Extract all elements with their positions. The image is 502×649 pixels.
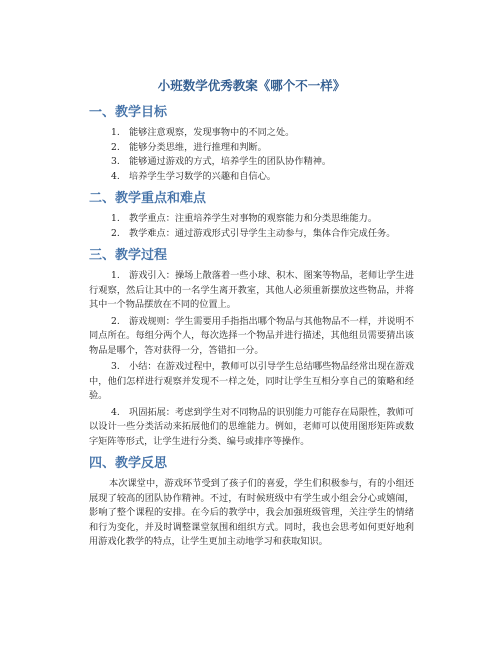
section-heading-reflection: 四、教学反思 (89, 456, 168, 471)
list-item-text: 能够分类思维，进行推理和判断。 (129, 141, 267, 153)
list-item-number: 2. (111, 315, 120, 327)
list-item (89, 170, 414, 185)
section-heading-process: 三、教学过程 (89, 248, 168, 263)
list-item-text: 能够注意观察，发现事物中的不同之处。 (129, 127, 295, 138)
list-item-text: 小结：在游戏过程中，教师可以引导学生总结哪些物品经常出现在游戏中，他们怎样进行观察并发现不一样之处，同时让学生互相分享自己的策略和经验。 (89, 361, 414, 401)
process-list (89, 269, 414, 449)
list-item-text: 游戏引入：操场上散落着一些小球、积木、图案等物品，老师让学生进行观察，然后让其中的一名学生离开教室，其他人必须重新摆放这些物品，并将其中一个物品摆放在不同的位置上。 (89, 270, 414, 310)
list-item-text: 培养学生学习数学的兴趣和自信心。 (129, 170, 276, 182)
list-item-number: 3. (111, 156, 120, 167)
list-item-text: 教学重点：注重培养学生对事物的观察能力和分类思维能力。 (129, 213, 378, 224)
document-title: 小班数学优秀教案《哪个不一样》 (157, 78, 346, 93)
list-item (89, 212, 414, 227)
reflection-paragraph: 本次课堂中，游戏环节受到了孩子们的喜爱，学生们积极参与，有的小组还展现了较高的团队协作精神。不过，有时候班级中有学生或小组会分心或嬉闹，影响了整个课程的安排。在今后的教学中，我会加强班级管理，关注学生的情绪和行为变化，并及时调整课堂氛围和组织方式。同时，我也会思考如何更好地利用游戏化教学的特点，让学生更加主动地学习和获取知识。 (89, 478, 414, 547)
list-item (89, 126, 414, 141)
list-item (89, 360, 414, 404)
section-heading-goals: 一、教学目标 (89, 105, 168, 120)
list-item-number: 4. (111, 170, 120, 182)
list-item-number: 1. (111, 213, 120, 224)
list-item (89, 227, 414, 242)
list-item (89, 155, 414, 170)
list-item-text: 巩固拓展：考虑到学生对不同物品的识别能力可能存在局限性，教师可以设计一些分类活动来拓展他们的思维能力。例如，老师可以使用图形矩阵或数字矩阵等形式，让学生进行分类、编号或排序等操作。 (89, 406, 414, 447)
list-item-number: 2. (111, 227, 120, 239)
list-item-number: 3. (111, 361, 120, 372)
list-item (89, 269, 414, 313)
goals-list (89, 126, 414, 184)
list-item-number: 2. (111, 141, 120, 153)
key-points-list (89, 212, 414, 241)
list-item-text: 教学难点：通过游戏形式引导学生主动参与，集体合作完成任务。 (129, 227, 396, 239)
list-item-number: 1. (111, 127, 120, 138)
section-heading-key-points: 二、教学重点和难点 (89, 191, 207, 206)
list-item (89, 141, 414, 156)
list-item-number: 1. (111, 270, 120, 281)
list-item-text: 游戏规则：学生需要用手指指出哪个物品与其他物品不一样，并说明不同点所在。每组分两个人，每次选择一个物品并进行描述，其他组员需要猜出该物品是哪个，答对获得一分，答错扣一分。 (89, 315, 414, 356)
list-item (89, 315, 414, 359)
list-item (89, 406, 414, 450)
list-item-number: 4. (111, 406, 120, 418)
list-item-text: 能够通过游戏的方式，培养学生的团队协作精神。 (129, 156, 332, 167)
